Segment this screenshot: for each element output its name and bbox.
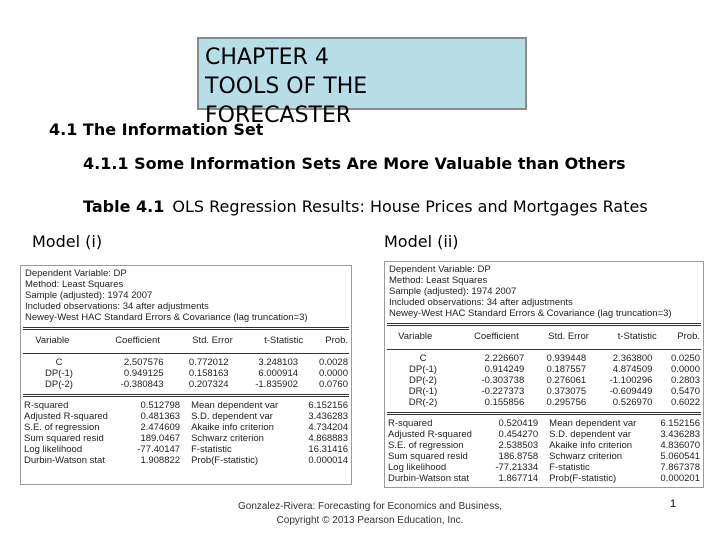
cell: 4.836070 xyxy=(660,440,700,451)
divider xyxy=(387,412,701,413)
cell: 0.000014 xyxy=(308,455,348,466)
table-row xyxy=(21,379,351,390)
stats-row xyxy=(21,433,351,444)
cell: DP(-2) xyxy=(45,379,73,390)
cell: 0.0028 xyxy=(318,357,348,368)
chapter-title-box xyxy=(197,37,527,128)
cell: R-squared xyxy=(388,418,433,429)
column-header: t-Statistic xyxy=(617,331,657,342)
coefficient-table xyxy=(385,326,703,347)
cell: 0.481363 xyxy=(140,411,181,422)
header-line: Dependent Variable: DP xyxy=(389,264,491,275)
cell: 0.0250 xyxy=(670,353,700,364)
section-heading: 4.1 The Information Set xyxy=(49,120,264,139)
cell: Schwarz criterion xyxy=(549,451,623,462)
cell: Mean dependent var xyxy=(191,400,279,411)
table-header-row xyxy=(385,326,703,347)
header-line: Included observations: 34 after adjustments xyxy=(389,297,573,308)
cell: 7.867378 xyxy=(660,462,700,473)
cell: Adjusted R-squared xyxy=(388,429,472,440)
statistics-table xyxy=(21,400,351,466)
stats-row xyxy=(21,455,351,466)
table-row xyxy=(385,364,703,375)
cell: 2.474609 xyxy=(140,422,181,433)
cell: 0.914249 xyxy=(484,364,525,375)
cell: DR(-2) xyxy=(408,397,438,408)
cell: F-statistic xyxy=(191,444,232,455)
stats-row xyxy=(385,440,703,451)
cell: 5.060541 xyxy=(660,451,700,462)
footer-line1: Gonzalez-Rivera: Forecasting for Economics and Business, xyxy=(237,501,502,512)
cell: -1.835902 xyxy=(255,379,299,390)
cell: 3.436283 xyxy=(308,411,348,422)
column-header: t-Statistic xyxy=(264,335,304,346)
cell: 1.867714 xyxy=(498,473,539,484)
cell: C xyxy=(419,353,427,364)
cell: S.E. of regression xyxy=(24,422,100,433)
divider xyxy=(23,394,349,395)
cell: DP(-1) xyxy=(409,364,437,375)
column-header: Std. Error xyxy=(192,335,233,346)
column-header: Coefficient xyxy=(474,331,519,342)
cell: 0.276061 xyxy=(546,375,587,386)
stats-row xyxy=(21,411,351,422)
column-header: Variable xyxy=(35,335,70,346)
model-i-header xyxy=(21,266,351,325)
cell: Log likelihood xyxy=(388,462,447,473)
stats-row xyxy=(385,462,703,473)
cell: Log likelihood xyxy=(24,444,83,455)
divider xyxy=(387,349,701,350)
cell: 0.000201 xyxy=(660,473,700,484)
cell: 0.207324 xyxy=(188,379,229,390)
cell: -0.609449 xyxy=(609,386,653,397)
divider xyxy=(23,353,349,354)
stats-row xyxy=(385,473,703,484)
cell: 6.000914 xyxy=(258,368,299,379)
cell: 2.507576 xyxy=(123,357,164,368)
stats-row xyxy=(385,418,703,429)
column-header: Prob. xyxy=(677,331,700,342)
cell: 0.158163 xyxy=(188,368,229,379)
header-line: Included observations: 34 after adjustments xyxy=(25,301,209,312)
chapter-title-line2: TOOLS OF THE FORECASTER xyxy=(205,74,368,128)
table-row xyxy=(385,353,703,364)
table-caption xyxy=(83,197,648,216)
page-number: 1 xyxy=(670,498,677,510)
cell: 3.436283 xyxy=(660,429,700,440)
header-line: Method: Least Squares xyxy=(389,275,488,286)
footer-line2: Copyright © 2013 Pearson Education, Inc. xyxy=(276,515,464,526)
model-ii-output xyxy=(384,261,704,488)
column-header: Std. Error xyxy=(548,331,589,342)
cell: DP(-1) xyxy=(45,368,73,379)
chapter-title-line1: CHAPTER 4 xyxy=(205,45,329,70)
model-ii-header xyxy=(385,262,703,321)
table-header-row xyxy=(21,330,351,351)
cell: 0.2803 xyxy=(670,375,700,386)
divider xyxy=(387,323,701,324)
cell: Sum squared resid xyxy=(24,433,104,444)
cell: -0.303738 xyxy=(481,375,525,386)
cell: 1.908822 xyxy=(140,455,181,466)
table-row xyxy=(21,357,351,368)
divider xyxy=(23,396,349,397)
cell: Schwarz criterion xyxy=(191,433,264,444)
cell: 0.949125 xyxy=(123,368,164,379)
cell: -1.100296 xyxy=(609,375,653,386)
cell: 0.5470 xyxy=(670,386,700,397)
table-row xyxy=(21,368,351,379)
cell: 4.874509 xyxy=(612,364,653,375)
cell: 6.152156 xyxy=(308,400,348,411)
divider xyxy=(23,327,349,328)
header-line: Sample (adjusted): 1974 2007 xyxy=(389,286,517,297)
cell: Sum squared resid xyxy=(388,451,468,462)
cell: 0.155856 xyxy=(484,397,525,408)
cell: -77.40147 xyxy=(137,444,181,455)
cell: Akaike info criterion xyxy=(549,440,633,451)
model-ii-label: Model (ii) xyxy=(384,232,459,251)
cell: DR(-1) xyxy=(408,386,438,397)
cell: -0.227373 xyxy=(481,386,525,397)
cell: Adjusted R-squared xyxy=(24,411,108,422)
column-header: Coefficient xyxy=(115,335,160,346)
cell: -0.380843 xyxy=(120,379,164,390)
cell: F-statistic xyxy=(549,462,590,473)
cell: 0.512798 xyxy=(140,400,181,411)
cell: Mean dependent var xyxy=(549,418,637,429)
header-line: Newey-West HAC Standard Errors & Covariance (lag truncation=3) xyxy=(389,308,672,319)
cell: 2.538503 xyxy=(498,440,539,451)
cell: S.D. dependent var xyxy=(191,411,273,422)
footer-credit xyxy=(200,500,540,528)
cell: C xyxy=(55,357,63,368)
cell: Prob(F-statistic) xyxy=(549,473,617,484)
column-header: Variable xyxy=(398,331,433,342)
column-header: Prob. xyxy=(325,335,348,346)
coefficient-table xyxy=(21,330,351,351)
header-line: Dependent Variable: DP xyxy=(25,268,127,279)
cell: S.E. of regression xyxy=(388,440,464,451)
header-line: Sample (adjusted): 1974 2007 xyxy=(25,290,153,301)
cell: Prob(F-statistic) xyxy=(191,455,259,466)
cell: 0.939448 xyxy=(546,353,587,364)
cell: R-squared xyxy=(24,400,69,411)
cell: 0.772012 xyxy=(188,357,229,368)
model-i-output xyxy=(20,265,352,485)
coefficient-rows xyxy=(385,353,703,408)
cell: 0.6022 xyxy=(670,397,700,408)
stats-row xyxy=(21,444,351,455)
cell: 4.868883 xyxy=(308,433,348,444)
cell: DP(-2) xyxy=(409,375,437,386)
cell: 16.31416 xyxy=(308,444,348,455)
statistics-table xyxy=(385,418,703,484)
cell: Durbin-Watson stat xyxy=(24,455,105,466)
header-line: Newey-West HAC Standard Errors & Covariance (lag truncation=3) xyxy=(25,312,308,323)
table-caption-label: Table 4.1 xyxy=(83,197,165,216)
cell: 6.152156 xyxy=(660,418,700,429)
cell: 0.187557 xyxy=(546,364,587,375)
subsection-heading: 4.1.1 Some Information Sets Are More Valuable than Others xyxy=(83,154,626,173)
stats-row xyxy=(21,422,351,433)
table-caption-text: OLS Regression Results: House Prices and Mortgages Rates xyxy=(172,197,648,216)
divider xyxy=(387,414,701,415)
cell: S.D. dependent var xyxy=(549,429,632,440)
cell: 186.8758 xyxy=(498,451,539,462)
cell: 189.0467 xyxy=(140,433,181,444)
cell: 0.454270 xyxy=(498,429,539,440)
stats-row xyxy=(385,429,703,440)
model-i-label: Model (i) xyxy=(32,232,103,251)
cell: 0.520419 xyxy=(498,418,539,429)
stats-row xyxy=(385,451,703,462)
table-row xyxy=(385,386,703,397)
cell: 2.363800 xyxy=(612,353,653,364)
cell: 0.0000 xyxy=(318,368,348,379)
coefficient-rows xyxy=(21,357,351,390)
cell: Akaike info criterion xyxy=(191,422,274,433)
cell: 4.734204 xyxy=(308,422,348,433)
cell: 2.226607 xyxy=(484,353,525,364)
cell: 0.0000 xyxy=(670,364,700,375)
cell: 3.248103 xyxy=(258,357,299,368)
stats-row xyxy=(21,400,351,411)
cell: 0.0760 xyxy=(318,379,348,390)
cell: Durbin-Watson stat xyxy=(388,473,469,484)
header-line: Method: Least Squares xyxy=(25,279,124,290)
table-row xyxy=(385,397,703,408)
cell: -77.21334 xyxy=(495,462,539,473)
cell: 0.295756 xyxy=(546,397,587,408)
cell: 0.373075 xyxy=(546,386,587,397)
table-row xyxy=(385,375,703,386)
cell: 0.526970 xyxy=(612,397,653,408)
